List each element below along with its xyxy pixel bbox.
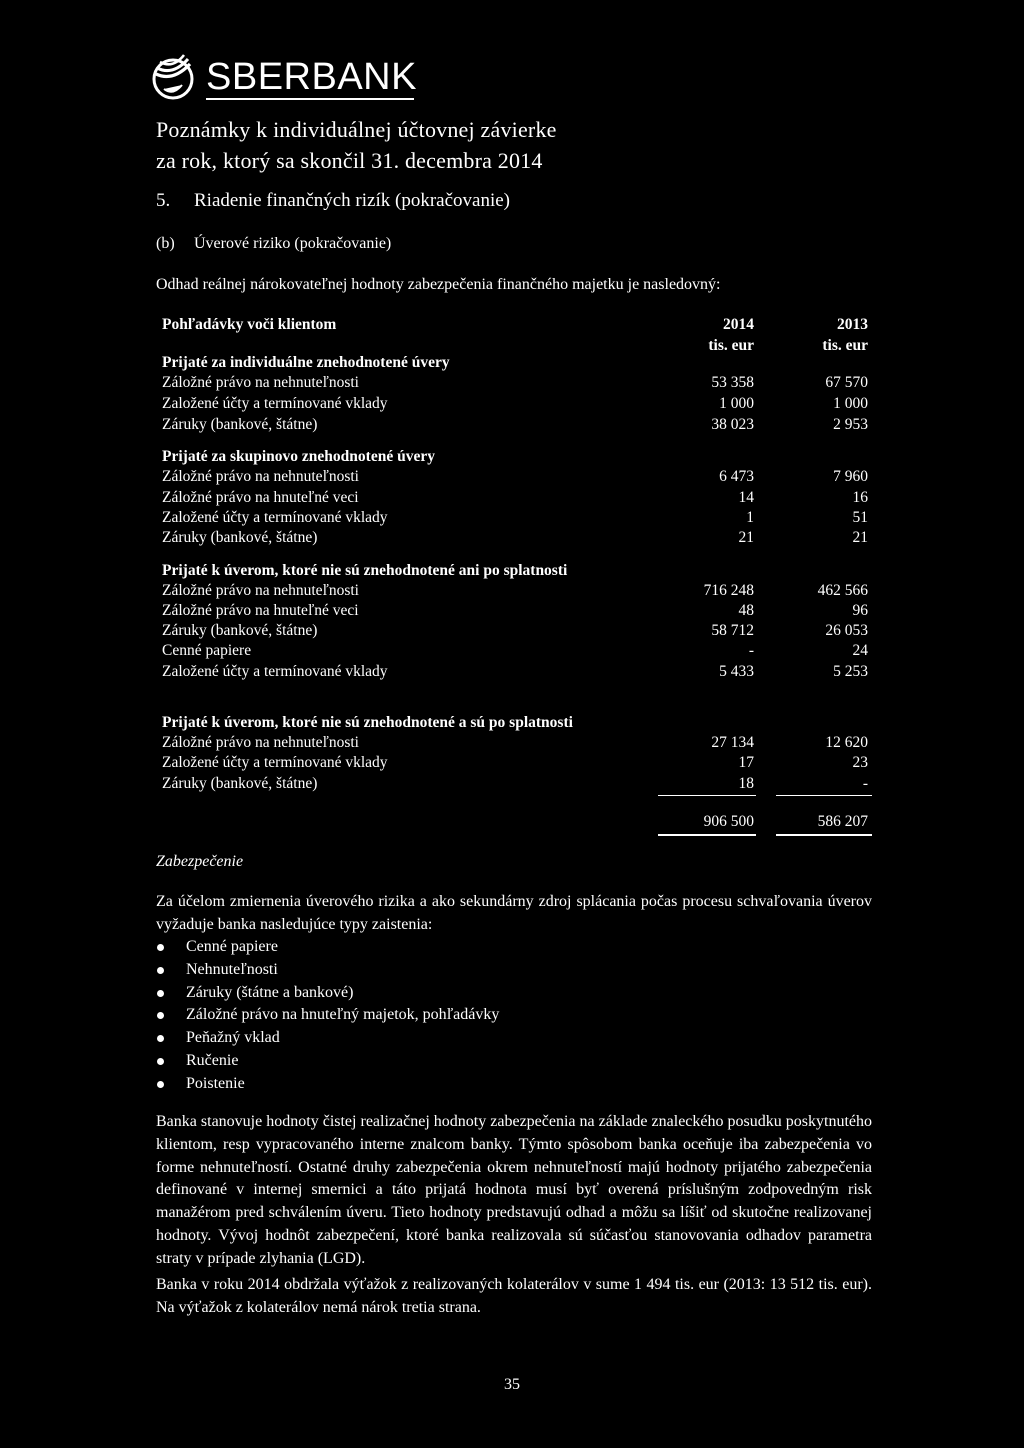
value-2014: 1 bbox=[746, 509, 754, 526]
bullet-icon bbox=[157, 1058, 164, 1065]
table-row bbox=[162, 600, 872, 622]
value-2013: 16 bbox=[852, 489, 868, 506]
bullet-icon bbox=[157, 1035, 164, 1042]
value-2014: 21 bbox=[738, 529, 754, 546]
value-2014: 48 bbox=[738, 602, 754, 619]
table-row bbox=[162, 732, 872, 754]
table-header-label: Pohľadávky voči klientom bbox=[162, 316, 337, 333]
table-header-row bbox=[162, 314, 872, 336]
row-label: Záruky (bankové, štátne) bbox=[162, 775, 318, 792]
row-label: Záruky (bankové, štátne) bbox=[162, 622, 318, 639]
list-item-text: Poistenie bbox=[186, 1074, 245, 1092]
table-row bbox=[162, 507, 872, 529]
value-2014: 27 134 bbox=[711, 734, 754, 751]
table-row bbox=[162, 527, 872, 549]
value-2013: - bbox=[862, 775, 868, 792]
value-2013: 96 bbox=[852, 602, 868, 619]
value-2014: 5 433 bbox=[719, 663, 754, 680]
sberbank-logo-icon bbox=[148, 52, 198, 102]
list-item-text: Cenné papiere bbox=[186, 938, 278, 955]
table-row bbox=[162, 414, 872, 436]
section-heading bbox=[156, 190, 510, 212]
value-2014: 1 000 bbox=[719, 395, 754, 412]
table-row bbox=[162, 466, 872, 488]
row-label: Záruky (bankové, štátne) bbox=[162, 529, 318, 546]
value-2013: 7 960 bbox=[833, 468, 868, 485]
value-2013: 12 620 bbox=[825, 734, 868, 751]
subtotal-rule-2013 bbox=[776, 795, 872, 796]
list-item bbox=[156, 936, 499, 959]
list-item bbox=[156, 959, 499, 982]
value-2013: 2 953 bbox=[833, 416, 868, 433]
subsection-heading bbox=[156, 235, 391, 253]
total-2013: 586 207 bbox=[817, 813, 868, 830]
table-row bbox=[162, 393, 872, 415]
document-title bbox=[156, 114, 557, 176]
list-item bbox=[156, 1027, 499, 1050]
row-label: Cenné papiere bbox=[162, 642, 252, 659]
row-label: Založené účty a termínované vklady bbox=[162, 395, 388, 412]
row-label: Záložné právo na nehnuteľnosti bbox=[162, 468, 359, 485]
section-title: Riadenie finančných rizík (pokračovanie) bbox=[194, 190, 510, 211]
row-label: Záložné právo na hnuteľné veci bbox=[162, 489, 359, 506]
bullet-icon bbox=[157, 1012, 164, 1019]
logo-underline bbox=[206, 98, 414, 100]
list-item-text: Peňažný vklad bbox=[186, 1029, 280, 1047]
collateral-paragraph-1: Banka stanovuje hodnoty čistej realizačnej hodnoty zabezpečenia na základe znaleckého posudku poskytnutého klientom, resp vypracovaného interne znalcom banky. Týmto spôsobom banka oceňuje iba zabezpečenia vo forme nehnuteľností. Ostatné druhy zabezpečenia okrem nehnuteľností majú hodnoty prijatého zabezpečenia definované v internej smernici a táto prijatá hodnota musí byť overená príslušným zodpovedným risk manažérom pred schválením úveru. Tieto hodnoty predstavujú odhad a môžu sa líšiť od skutočne realizovanej hodnoty. Vývoj hodnôt zabezpečení, ktoré banka realizovala sú súčasťou stanovovania odhadov parametra straty v prípade zlyhania (LGD). bbox=[156, 1113, 872, 1267]
value-2014: 58 712 bbox=[711, 622, 754, 639]
table-row bbox=[162, 640, 872, 662]
table-row bbox=[162, 487, 872, 509]
page-number: 35 bbox=[504, 1376, 520, 1393]
list-item bbox=[156, 982, 499, 1005]
table-row bbox=[162, 752, 872, 774]
subsection-number: (b) bbox=[156, 235, 175, 252]
year-2013-header: 2013 bbox=[837, 316, 868, 333]
group-title: Prijaté k úverom, ktoré nie sú znehodnotené ani po splatnosti bbox=[162, 562, 568, 579]
list-item-text: Záložné právo na hnuteľný majetok, pohľadávky bbox=[186, 1006, 500, 1024]
table-row bbox=[162, 580, 872, 602]
collateral-intro: Za účelom zmiernenia úverového rizika a ako sekundárny zdroj splácania počas procesu schvaľovania úverov vyžaduje banka nasledujúce typy zaistenia: bbox=[156, 893, 872, 933]
sberbank-logo bbox=[148, 52, 417, 102]
row-label: Záložné právo na nehnuteľnosti bbox=[162, 374, 359, 391]
value-2013: 23 bbox=[852, 754, 868, 771]
total-rule-2014 bbox=[658, 834, 756, 836]
row-label: Založené účty a termínované vklady bbox=[162, 509, 388, 526]
title-line-2: za rok, ktorý sa skončil 31. decembra 2014 bbox=[156, 148, 543, 173]
value-2014: 716 248 bbox=[703, 582, 754, 599]
subsection-title: Úverové riziko (pokračovanie) bbox=[194, 235, 392, 252]
value-2014: 14 bbox=[738, 489, 754, 506]
table-row bbox=[162, 773, 872, 795]
table-row bbox=[162, 372, 872, 394]
collateral-bullet-list bbox=[156, 936, 499, 1096]
total-row bbox=[162, 811, 872, 833]
subtotal-rule-2014 bbox=[658, 795, 756, 796]
section-number: 5. bbox=[156, 190, 171, 211]
group-title: Prijaté za individuálne znehodnotené úvery bbox=[162, 354, 450, 371]
row-label: Založené účty a termínované vklady bbox=[162, 754, 388, 771]
value-2013: 51 bbox=[852, 509, 868, 526]
row-label: Záložné právo na hnuteľné veci bbox=[162, 602, 359, 619]
list-item bbox=[156, 1073, 499, 1096]
bullet-icon bbox=[157, 990, 164, 997]
list-item bbox=[156, 1050, 499, 1073]
value-2013: 462 566 bbox=[817, 582, 868, 599]
list-item-text: Záruky (štátne a bankové) bbox=[186, 983, 354, 1001]
collateral-paragraph-2: Banka v roku 2014 obdržala výťažok z realizovaných kolaterálov v sume 1 494 tis. eur (2013: 13 512 tis. eur). Na výťažok z kolaterálov nemá nárok tretia strana. bbox=[156, 1276, 872, 1316]
table-row bbox=[162, 661, 872, 683]
total-rule-2013 bbox=[776, 834, 872, 836]
value-2014: 53 358 bbox=[711, 374, 754, 391]
list-item-text: Nehnuteľnosti bbox=[186, 960, 278, 978]
total-2014: 906 500 bbox=[703, 813, 754, 830]
row-label: Založené účty a termínované vklady bbox=[162, 663, 388, 680]
value-2013: 21 bbox=[852, 529, 868, 546]
title-line-1: Poznámky k individuálnej účtovnej závierke bbox=[156, 117, 557, 142]
year-2014-header: 2014 bbox=[723, 316, 754, 333]
value-2013: 67 570 bbox=[825, 374, 868, 391]
list-item bbox=[156, 1004, 499, 1027]
value-2014: 18 bbox=[738, 775, 754, 792]
value-2014: 6 473 bbox=[719, 468, 754, 485]
value-2013: 1 000 bbox=[833, 395, 868, 412]
value-2014: - bbox=[748, 642, 754, 659]
row-label: Záložné právo na nehnuteľnosti bbox=[162, 582, 359, 599]
collateral-heading: Zabezpečenie bbox=[156, 853, 244, 870]
intro-text: Odhad reálnej nárokovateľnej hodnoty zabezpečenia finančného majetku je nasledovný: bbox=[156, 276, 721, 293]
value-2013: 5 253 bbox=[833, 663, 868, 680]
group-title: Prijaté k úverom, ktoré nie sú znehodnotené a sú po splatnosti bbox=[162, 714, 573, 731]
value-2013: 24 bbox=[852, 642, 868, 659]
bullet-icon bbox=[157, 967, 164, 974]
value-2014: 17 bbox=[738, 754, 754, 771]
unit-2014: tis. eur bbox=[708, 337, 754, 354]
bullet-icon bbox=[157, 944, 164, 951]
unit-2013: tis. eur bbox=[822, 337, 868, 354]
group-title: Prijaté za skupinovo znehodnotené úvery bbox=[162, 448, 435, 465]
list-item-text: Ručenie bbox=[186, 1051, 239, 1069]
bullet-icon bbox=[157, 1081, 164, 1088]
row-label: Záruky (bankové, štátne) bbox=[162, 416, 318, 433]
logo-text: SBERBANK bbox=[206, 56, 417, 98]
value-2014: 38 023 bbox=[711, 416, 754, 433]
value-2013: 26 053 bbox=[825, 622, 868, 639]
table-row bbox=[162, 620, 872, 642]
row-label: Záložné právo na nehnuteľnosti bbox=[162, 734, 359, 751]
